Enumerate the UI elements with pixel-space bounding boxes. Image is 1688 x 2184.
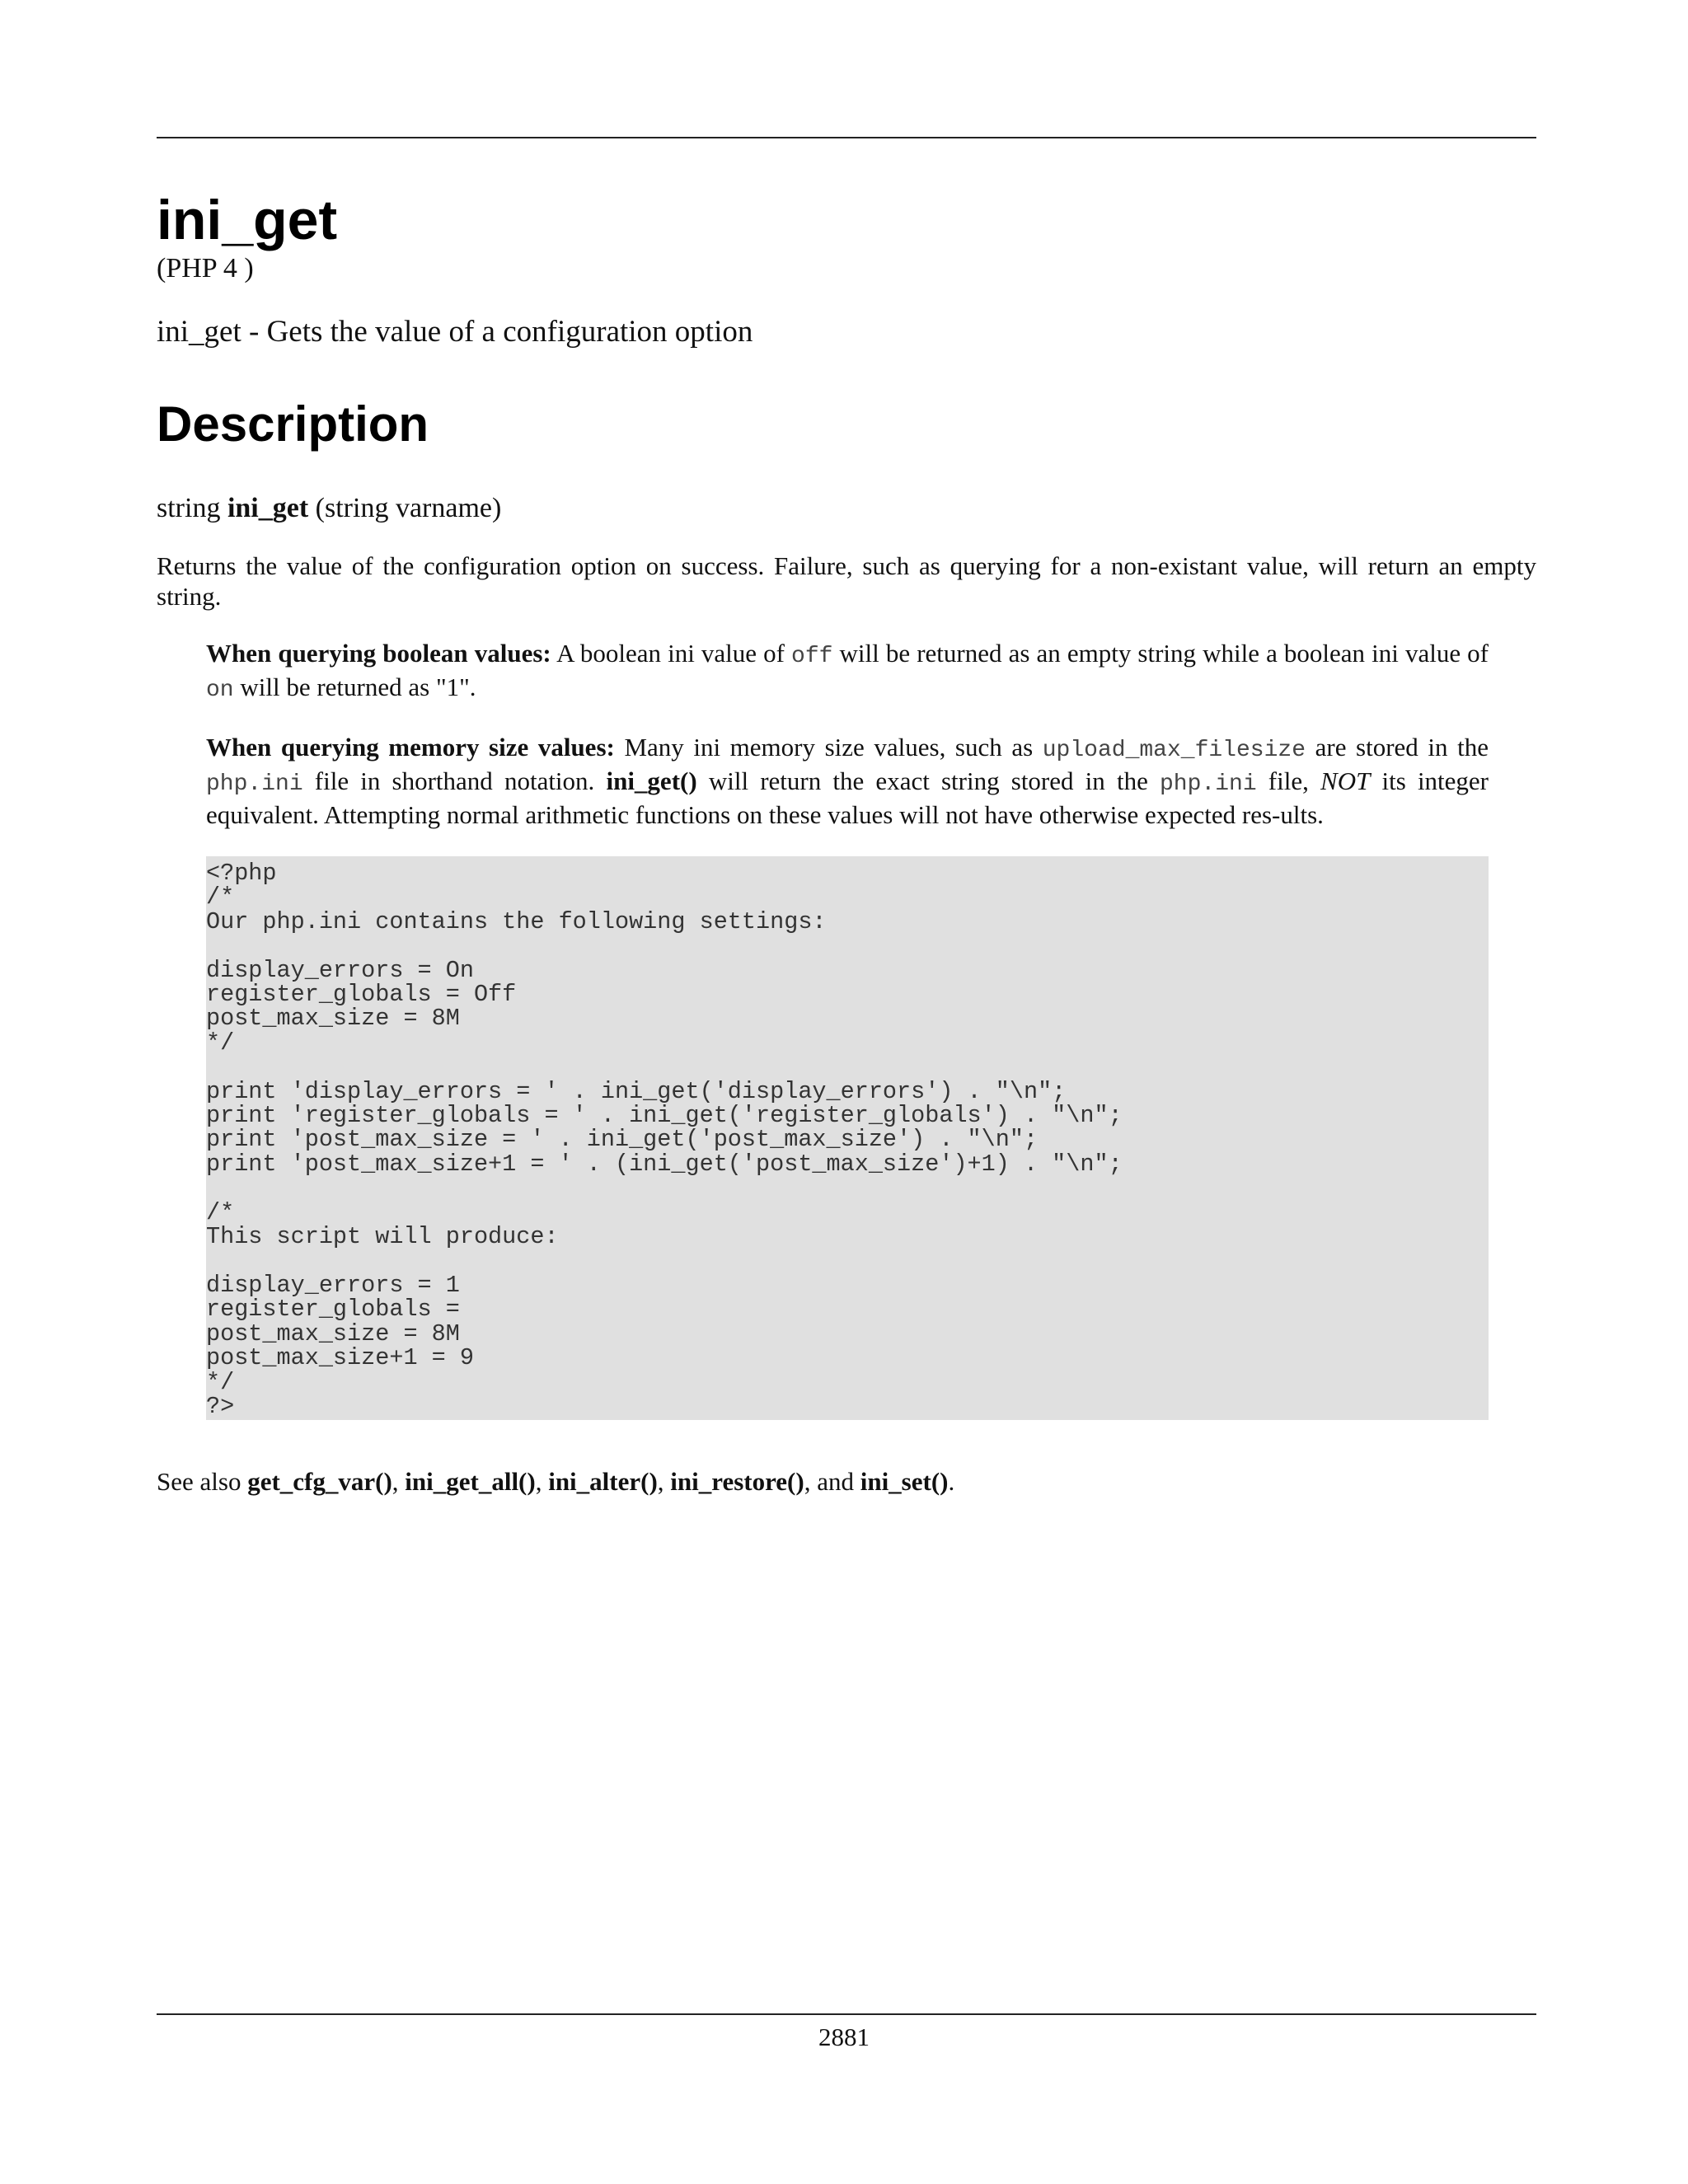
synopsis-params: (string varname) [315,493,502,523]
note-text: are stored in the [1306,733,1489,762]
see-also-end: . [948,1467,955,1497]
returns-paragraph: Returns the value of the configuration option on success. Failure, such as querying for a non-existant value, will return an empty string. [157,551,1536,611]
ref-purpose: ini_get - Gets the value of a configuration option [157,315,753,349]
synopsis-function: ini_get [227,493,309,523]
function-synopsis [157,491,1536,526]
description-heading: Description [157,396,429,452]
notes-block [206,638,1489,830]
link-ini-alter[interactable]: ini_alter() [548,1467,658,1497]
page-content [157,188,1536,1497]
note-text: Many ini memory size values, such as [614,733,1043,762]
func-ini-get: ini_get() [606,766,697,795]
link-get-cfg-var[interactable]: get_cfg_var() [247,1467,392,1497]
code-off: off [791,644,833,669]
note-text: will return the exact string stored in the [696,766,1160,795]
link-ini-restore[interactable]: ini_restore() [670,1467,804,1497]
note-text: will be returned as an empty string while a boolean ini value of [832,639,1489,668]
page-number: 2881 [818,2022,870,2051]
footer-rule [157,2013,1536,2015]
synopsis-return-type: string [157,493,221,523]
separator: , [392,1467,406,1497]
code-php-ini: php.ini [1160,771,1257,797]
link-ini-set[interactable]: ini_set() [860,1467,949,1497]
separator: , and [804,1467,860,1497]
note-boolean [206,638,1489,705]
note-memory-label: When querying memory size values: [206,733,615,762]
note-memory [206,732,1489,830]
note-text: file, [1256,766,1321,795]
note-text: A boolean ini value of [551,639,792,668]
note-text: file in shorthand notation. [302,766,607,795]
separator: , [657,1467,671,1497]
separator: , [535,1467,549,1497]
see-also-prefix: See also [157,1467,248,1497]
note-text: its integer equivalent. Attempting normal arithmetic functions on these values will not have otherwise expected res-ults. [206,766,1489,829]
link-ini-get-all[interactable]: ini_get_all() [405,1467,536,1497]
note-boolean-label: When querying boolean values: [206,639,551,668]
function-title: ini_get [157,189,338,251]
note-text: will be returned as "1". [233,673,476,701]
code-php-ini: php.ini [206,771,303,797]
header-rule [157,137,1536,138]
code-on: on [206,677,234,703]
example-code-block: <?php /* Our php.ini contains the following settings: display_errors = On register_globals = Off post_max_size = 8M */ print 'display_errors = ' . ini_get('display_errors') . "\n"; print 'register_globals = ' . ini_get('register_globals') . "\n"; print 'post_max_size = ' . ini_get('post_max_size') . "\n"; print 'post_max_size+1 = ' . (ini_get('post_max_size')+1) . "\n"; /* This script will produce: display_errors = 1 register_globals = post_max_size = 8M post_max_size+1 = 9 */ ?> [206,856,1489,1420]
version-info: (PHP 4 ) [157,253,254,284]
emphasis-not: NOT [1320,766,1371,795]
see-also [157,1466,1536,1497]
code-upload-max-filesize: upload_max_filesize [1042,738,1306,763]
